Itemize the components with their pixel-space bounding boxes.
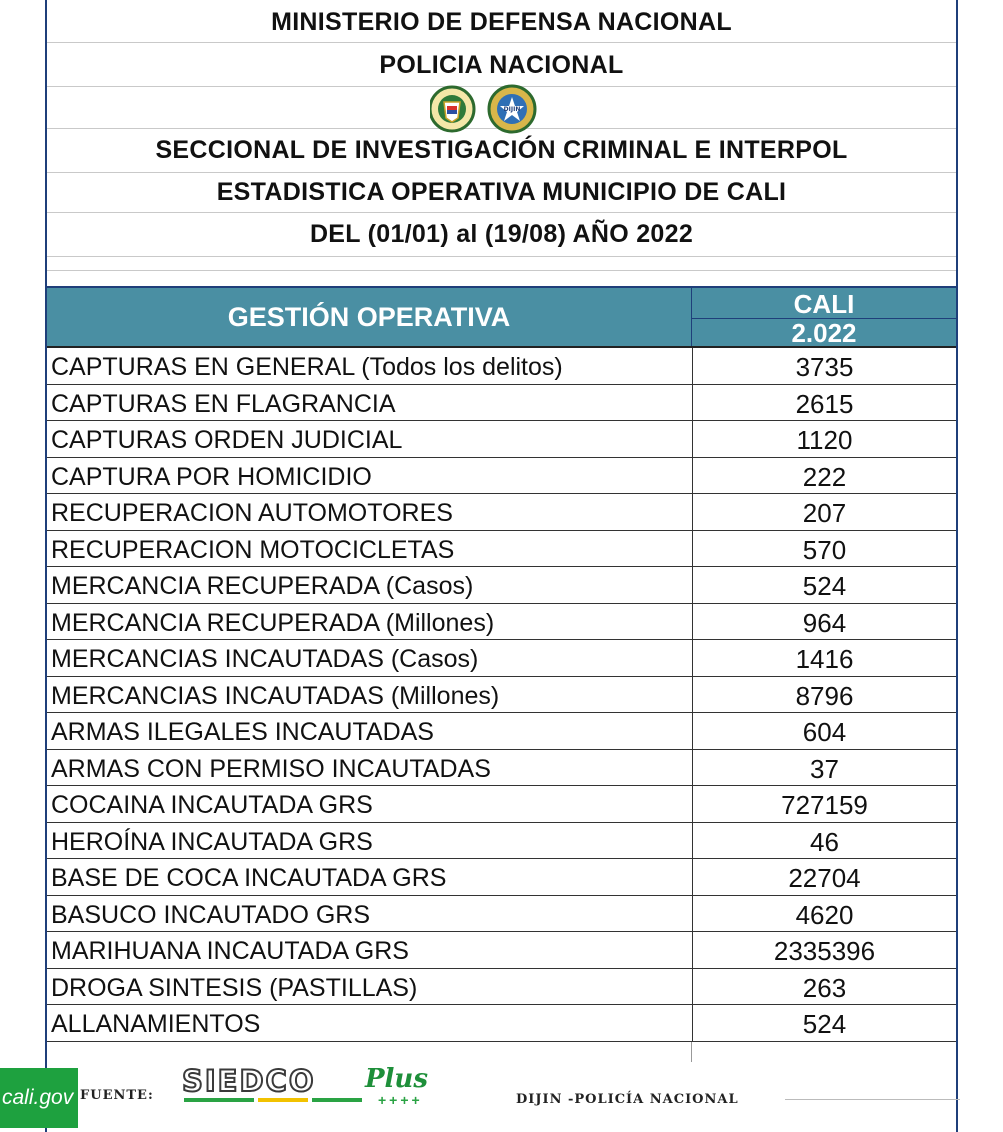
table-row: [47, 531, 956, 568]
table-row: [47, 494, 956, 531]
row-label: RECUPERACION AUTOMOTORES: [51, 499, 453, 527]
header-seals: [430, 84, 540, 134]
row-label: MERCANCIAS INCAUTADAS (Millones): [51, 681, 500, 710]
siedco-logo-plus: Plus: [365, 1064, 428, 1094]
table-row: [47, 896, 956, 933]
row-label: BASUCO INCAUTADO GRS: [51, 900, 371, 929]
section-title: SECCIONAL DE INVESTIGACIÓN CRIMINAL E INTERPOL: [155, 136, 848, 164]
table-row: [47, 567, 956, 604]
stats-title: ESTADISTICA OPERATIVA MUNICIPIO DE CALI: [216, 178, 787, 206]
row-label: HEROÍNA INCAUTADA GRS: [51, 827, 373, 856]
row-value: 964: [692, 604, 956, 640]
grid-line: [47, 270, 956, 271]
report-sheet: [45, 0, 958, 1132]
row-value: 8796: [692, 677, 956, 713]
grid-line: [47, 212, 956, 213]
row-label: COCAINA INCAUTADA GRS: [51, 791, 373, 819]
table-row: [47, 713, 956, 750]
row-label: MERCANCIA RECUPERADA (Casos): [51, 572, 474, 600]
row-label: MERCANCIA RECUPERADA (Millones): [51, 608, 495, 637]
row-value: 22704: [692, 859, 956, 895]
row-value: 524: [692, 567, 956, 603]
row-value: 2335396: [692, 932, 956, 968]
row-label: MERCANCIAS INCAUTADAS (Casos): [51, 645, 479, 673]
row-label: DROGA SINTESIS (PASTILLAS): [51, 973, 418, 1002]
police-title: POLICIA NACIONAL: [379, 51, 624, 79]
table-row: [47, 823, 956, 860]
source-label: FUENTE:: [80, 1088, 154, 1103]
table-row: [47, 640, 956, 677]
table-row: [47, 1005, 956, 1042]
table-row: [47, 458, 956, 495]
row-value: 1120: [692, 421, 956, 457]
dijin-seal-icon: [486, 84, 538, 134]
row-value: 4620: [692, 896, 956, 932]
dijin-seal-text: DIJIN: [503, 106, 521, 113]
column-header-city: CALI: [692, 288, 956, 319]
row-label: ALLANAMIENTOS: [51, 1010, 261, 1038]
row-value: 570: [692, 531, 956, 567]
row-value: 3735: [692, 348, 956, 384]
row-value: 1416: [692, 640, 956, 676]
table-row: [47, 859, 956, 896]
table-row: [47, 677, 956, 714]
row-value: 46: [692, 823, 956, 859]
row-label: CAPTURAS EN GENERAL (Todos los delitos): [51, 353, 563, 381]
grid-line: [47, 256, 956, 257]
logo-crosses: ++++: [378, 1092, 423, 1108]
period-title: DEL (01/01) al (19/08) AÑO 2022: [309, 220, 694, 248]
row-value: 604: [692, 713, 956, 749]
table-row: [47, 750, 956, 787]
ministry-title: MINISTERIO DE DEFENSA NACIONAL: [271, 8, 732, 36]
cali-gov-watermark: cali.gov: [0, 1068, 78, 1128]
table-row: [47, 932, 956, 969]
table-body: [47, 348, 956, 1042]
table-row: [47, 786, 956, 823]
row-label: BASE DE COCA INCAUTADA GRS: [51, 864, 447, 892]
row-label: CAPTURAS EN FLAGRANCIA: [51, 389, 396, 418]
column-divider: [691, 1042, 692, 1062]
row-value: 37: [692, 750, 956, 786]
row-value: 263: [692, 969, 956, 1005]
column-header-gestion: GESTIÓN OPERATIVA: [227, 302, 511, 332]
column-header-year: 2.022: [791, 318, 857, 348]
row-label: CAPTURAS ORDEN JUDICIAL: [51, 426, 403, 454]
grid-line: [47, 42, 956, 43]
row-value: 222: [692, 458, 956, 494]
siedco-logo-text: SIEDCO: [182, 1064, 316, 1098]
grid-line: [47, 172, 956, 173]
row-label: CAPTURA POR HOMICIDIO: [51, 462, 372, 491]
table-row: [47, 385, 956, 422]
table-row: [47, 969, 956, 1006]
row-label: RECUPERACION MOTOCICLETAS: [51, 535, 455, 564]
row-value: 207: [692, 494, 956, 530]
table-row: [47, 348, 956, 385]
table-row: [47, 604, 956, 641]
row-label: MARIHUANA INCAUTADA GRS: [51, 937, 409, 965]
siedco-plus-logo: [182, 1064, 452, 1108]
row-label: ARMAS CON PERMISO INCAUTADAS: [51, 754, 491, 783]
agency-label: DIJIN -POLICÍA NACIONAL: [516, 1092, 739, 1107]
logo-bar: [184, 1098, 254, 1102]
logo-bar: [258, 1098, 308, 1102]
footer-line: [785, 1099, 960, 1100]
row-value: 2615: [692, 385, 956, 421]
row-value: 727159: [692, 786, 956, 822]
table-header: [47, 286, 956, 348]
row-value: 524: [692, 1005, 956, 1041]
row-label: ARMAS ILEGALES INCAUTADAS: [51, 718, 434, 746]
logo-bar: [312, 1098, 362, 1102]
table-row: [47, 421, 956, 458]
